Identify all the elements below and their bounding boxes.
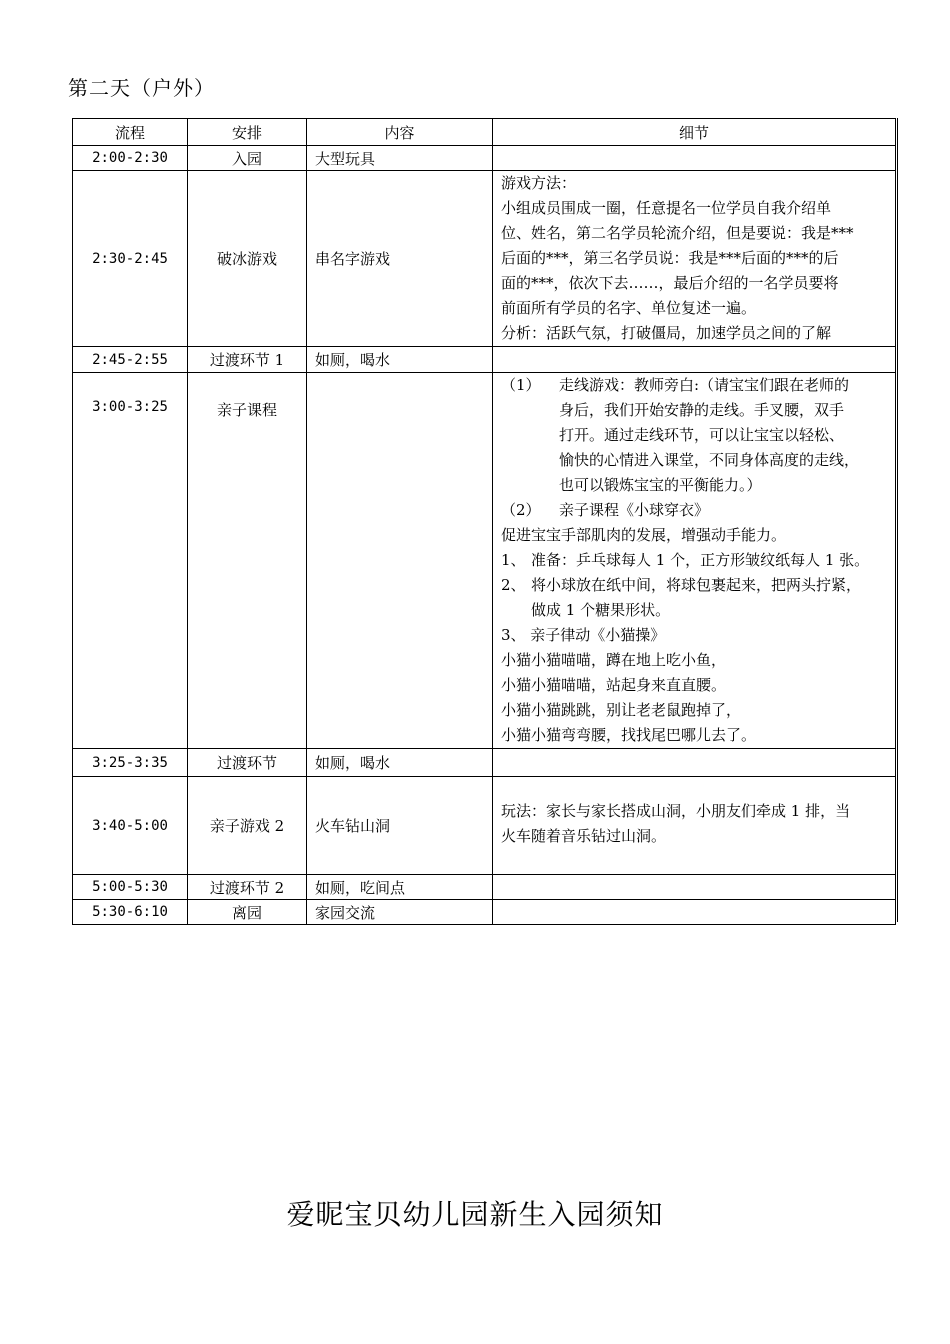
detail-line: 3、 亲子律动《小猫操》 (501, 626, 666, 644)
detail-line: 愉快的心情进入课堂，不同身体高度的走线， (559, 451, 860, 469)
row-content: 串名字游戏 (307, 171, 493, 347)
rhyme-line: 小猫小猫喵喵，蹲在地上吃小鱼， (501, 651, 727, 669)
detail-line: 打开。通过走线环节，可以让宝宝以轻松、 (559, 426, 845, 444)
detail-line: 小组成员围成一圈，任意提名一位学员自我介绍单 (501, 199, 832, 217)
row-arrangement: 破冰游戏 (188, 171, 307, 347)
header-process: 流程 (73, 119, 188, 146)
row-arrangement: 亲子游戏 2 (188, 777, 307, 875)
section-title: 第二天（户外） (68, 76, 215, 100)
row-detail (493, 373, 896, 749)
detail-line: 准备：乒乓球每人 1 个，正方形皱纹纸每人 1 张。 (531, 551, 870, 569)
row-time: 2:00-2:30 (73, 146, 188, 171)
table-double-border (897, 118, 898, 922)
detail-step-1 (501, 548, 889, 573)
row-time: 5:30-6:10 (73, 900, 188, 925)
row-content: 如厕，吃间点 (307, 875, 493, 900)
row-arrangement: 过渡环节 2 (188, 875, 307, 900)
header-arrangement: 安排 (188, 119, 307, 146)
footer-title: 爱昵宝贝幼儿园新生入园须知 (286, 1198, 664, 1231)
item-number: （1） (501, 376, 541, 394)
rhyme-line: 小猫小猫跳跳，别让老老鼠跑掉了， (501, 701, 742, 719)
detail-line: 火车随着音乐钻过山洞。 (501, 827, 667, 845)
step-number: 2、 (501, 576, 526, 594)
row-time: 2:45-2:55 (73, 347, 188, 373)
table-row (73, 777, 896, 875)
header-content: 内容 (307, 119, 493, 146)
header-detail: 细节 (493, 119, 896, 146)
row-content: 家园交流 (307, 900, 493, 925)
row-detail (493, 900, 896, 925)
row-time: 3:00-3:25 (73, 373, 188, 749)
table-row (73, 875, 896, 900)
schedule-table (72, 118, 896, 925)
row-time: 3:25-3:35 (73, 749, 188, 777)
row-detail (493, 171, 896, 347)
detail-item-1 (501, 373, 889, 498)
rhyme-line: 小猫小猫弯弯腰，找找尾巴哪儿去了。 (501, 726, 757, 744)
detail-line: 身后，我们开始安静的走线。手叉腰，双手 (559, 401, 845, 419)
table-row (73, 749, 896, 777)
row-arrangement: 过渡环节 1 (188, 347, 307, 373)
row-detail (493, 777, 896, 875)
detail-line: 后面的***，第三名学员说：我是***后面的***的后 (501, 249, 839, 267)
row-content: 大型玩具 (307, 146, 493, 171)
row-arrangement: 过渡环节 (188, 749, 307, 777)
row-arrangement: 入园 (188, 146, 307, 171)
row-time: 3:40-5:00 (73, 777, 188, 875)
row-content: 如厕，喝水 (307, 749, 493, 777)
step-number: 1、 (501, 551, 526, 569)
item-number: （2） (501, 501, 541, 519)
row-content: 火车钻山洞 (307, 777, 493, 875)
row-detail (493, 875, 896, 900)
detail-line: 玩法：家长与家长搭成山洞，小朋友们牵成 1 排，当 (501, 802, 851, 820)
detail-line: 做成 1 个糖果形状。 (531, 601, 671, 619)
row-time: 2:30-2:45 (73, 171, 188, 347)
row-detail (493, 146, 896, 171)
detail-line: 走线游戏：教师旁白:（请宝宝们跟在老师的 (559, 376, 850, 394)
detail-line: 分析：活跃气氛，打破僵局，加速学员之间的了解 (501, 324, 832, 342)
table-row (73, 146, 896, 171)
table-header-row (73, 119, 896, 146)
detail-line: 游戏方法： (501, 174, 577, 192)
table-row (73, 373, 896, 749)
rhyme-line: 小猫小猫喵喵，站起身来直直腰。 (501, 676, 727, 694)
row-content (307, 373, 493, 749)
detail-line: 亲子课程《小球穿衣》 (559, 501, 710, 519)
detail-line: 也可以锻炼宝宝的平衡能力。） (559, 476, 762, 494)
row-detail (493, 347, 896, 373)
detail-item-2 (501, 498, 889, 523)
row-content: 如厕，喝水 (307, 347, 493, 373)
detail-step-2 (501, 573, 889, 623)
row-arrangement: 离园 (188, 900, 307, 925)
table-row (73, 900, 896, 925)
detail-line: 位、姓名，第二名学员轮流介绍，但是要说：我是*** (501, 224, 854, 242)
table-row (73, 171, 896, 347)
detail-line: 促进宝宝手部肌肉的发展，增强动手能力。 (501, 526, 787, 544)
detail-line: 将小球放在纸中间，将球包裹起来，把两头拧紧， (531, 576, 862, 594)
detail-line: 前面所有学员的名字、单位复述一遍。 (501, 299, 757, 317)
row-detail (493, 749, 896, 777)
row-arrangement: 亲子课程 (188, 373, 307, 749)
detail-line: 面的***，依次下去……，最后介绍的一名学员要将 (501, 274, 839, 292)
row-time: 5:00-5:30 (73, 875, 188, 900)
table-row (73, 347, 896, 373)
